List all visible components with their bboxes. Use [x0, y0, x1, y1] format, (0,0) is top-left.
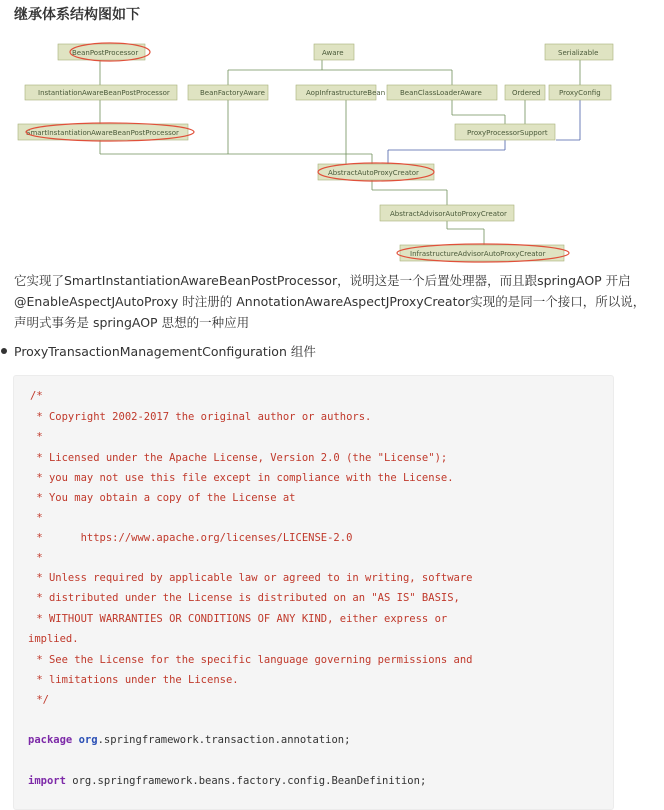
code-comment-line: * Copyright 2002-2017 the original author or authors.	[30, 411, 372, 423]
code-comment-line: */	[30, 694, 49, 706]
svg-text:BeanPostProcessor: BeanPostProcessor	[72, 49, 139, 57]
diagram-node-n8	[505, 85, 545, 100]
code-comment-line: * you may not use this file except in compliance with the License.	[30, 472, 454, 484]
code-comment-line: * distributed under the License is distributed on an "AS IS" BASIS,	[30, 592, 460, 604]
svg-text:InstantiationAwareBeanPostProc: InstantiationAwareBeanPostProcessor	[38, 89, 170, 97]
inheritance-diagram	[0, 30, 664, 270]
code-block	[13, 375, 614, 810]
import-path: org.springframework.beans.factory.config.BeanDefinition;	[65, 775, 427, 787]
diagram-node-n3	[545, 44, 613, 60]
svg-text:Serializable: Serializable	[558, 49, 599, 57]
diagram-node-n9	[549, 85, 611, 100]
code-comment-line: /*	[30, 390, 43, 402]
diagram-node-n1	[58, 44, 145, 60]
diagram-node-n11	[455, 124, 555, 140]
svg-text:SmartInstantiationAwareBeanPos: SmartInstantiationAwareBeanPostProcessor	[26, 129, 179, 137]
svg-text:Aware: Aware	[322, 49, 344, 57]
diagram-node-n12	[318, 164, 434, 180]
code-comment-line: * Unless required by applicable law or agreed to in writing, software	[30, 572, 473, 584]
bullet-item	[0, 341, 664, 361]
svg-text:ProxyConfig: ProxyConfig	[559, 89, 601, 97]
diagram-node-n13	[380, 205, 514, 221]
code-comment-line: * WITHOUT WARRANTIES OR CONDITIONS OF ANY KIND, either express or	[30, 613, 448, 625]
code-comment-line: * Licensed under the Apache License, Version 2.0 (the "License");	[30, 452, 448, 464]
svg-text:AopInfrastructureBean: AopInfrastructureBean	[306, 89, 386, 97]
code-comment-line: *	[30, 512, 43, 524]
package-root: org	[78, 734, 98, 746]
bullet-text: ProxyTransactionManagementConfiguration 组件	[14, 344, 316, 359]
svg-text:Ordered: Ordered	[512, 89, 541, 97]
section-heading: 继承体系结构图如下	[14, 7, 140, 23]
code-comment-line: *	[30, 431, 43, 443]
diagram-node-n5	[188, 85, 268, 100]
bullet-dot-icon	[1, 348, 7, 354]
svg-text:InfrastructureAdvisorAutoProxy: InfrastructureAdvisorAutoProxyCreator	[410, 250, 546, 258]
code-comment-line: * See the License for the specific language governing permissions and	[30, 654, 473, 666]
description-paragraph: 它实现了SmartInstantiationAwareBeanPostProcessor，说明这是一个后置处理器，而且跟springAOP 开启@EnableAspectJAutoProxy 时注册的 AnnotationAwareAspectJProxyCreator实现的是同一个接口，所以说，声明式事务是 springAOP 思想的一种应用	[14, 273, 646, 330]
diagram-highlights	[26, 43, 569, 262]
package-path: .springframework.transaction.annotation;	[97, 734, 351, 746]
svg-text:AbstractAdvisorAutoProxyCreato: AbstractAdvisorAutoProxyCreator	[390, 210, 507, 218]
svg-text:ProxyProcessorSupport: ProxyProcessorSupport	[467, 129, 548, 137]
package-keyword: package	[28, 734, 73, 746]
svg-text:AbstractAutoProxyCreator: AbstractAutoProxyCreator	[328, 169, 419, 177]
code-comment-line: implied.	[28, 633, 79, 645]
code-package-line	[28, 734, 350, 746]
import-keyword: import	[28, 775, 66, 787]
diagram-node-n2	[314, 44, 354, 60]
code-comment-line: * You may obtain a copy of the License at	[30, 492, 296, 504]
code-import-line	[28, 775, 426, 787]
diagram-node-n6	[296, 85, 385, 100]
diagram-node-n4	[25, 85, 177, 100]
code-comment-line: *	[30, 552, 43, 564]
diagram-node-n14	[400, 245, 564, 261]
svg-text:BeanClassLoaderAware: BeanClassLoaderAware	[400, 89, 482, 97]
code-comment-line: * limitations under the License.	[30, 674, 239, 686]
code-comment-line: * https://www.apache.org/licenses/LICENSE-2.0	[30, 532, 353, 544]
svg-text:BeanFactoryAware: BeanFactoryAware	[200, 89, 265, 97]
diagram-node-n7	[387, 85, 497, 100]
